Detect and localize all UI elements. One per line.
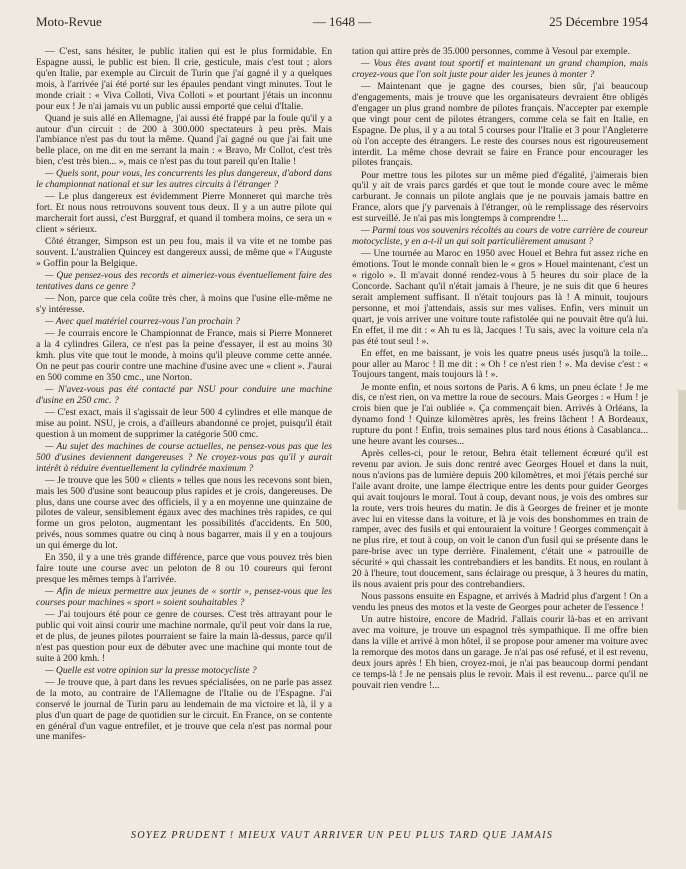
paragraph: Un autre histoire, encore de Madrid. J'allais courir là-bas et en arrivant avec ma voiture, je trouve un espagnol très sympathique. Il me offre bien dans la ville et arrivé à mon hôtel, il se propose pour amener ma voiture avec la remorque des motos dans un garage. Je n'ai pas osé refusé, et il est revenu, deux jours après ! Eh bien, croyez-moi, je n'ai pas beaucoup dormi pendant ce temps-là ! Je ne pensais plus le revoir. Mais il est revenu... parce qu'il ne pouvait rien vendre !... — [352, 614, 648, 691]
interview-question: — Au sujet des machines de course actuelles, ne pensez-vous pas que les 500 d'usines deviennent dangereuses ? Ne croyez-vous pas qu'il y aurait intérêt à réduire éventuellement la cylindrée maximum ? — [36, 440, 332, 474]
paragraph: Après celles-ci, pour le retour, Behra était tellement écœuré qu'il est revenu par avion. Je suis donc rentré avec Georges Houel et dans la nuit, nous n'avions pas de lumière depuis 200 kilomètres, et moi j'étais perché sur l'aile avant droite, une lampe électrique entre les dents pour guider Georges qui avait toujours le moral. Tout à coup, devant nous, je vois des ombres sur la route, vers trois heures du matin. Je dis à Georges de freiner et je monte avec lui en vitesse dans la voiture, et là je vois des bonshommes en train de ramper, avec des fusils et qui entouraient la voiture ! Georges commençait à ne plus rire, et tout à coup, on voit le canon d'un fusil qui se présente dans le pare-brise avec un type derrière. Finalement, c'était une « patrouille de sécurité » qui chassait les contrebandiers et les bandits. Et nous, en roulant à 20 à l'heure, tout doucement, sans éclairage ou presque, à 3 heures du matin, ils nous avaient pris pour des contrebandiers. — [352, 448, 648, 590]
paragraph: — Je trouve que, à part dans les revues spécialisées, on ne parle pas assez de la moto, au contraire de l'Allemagne de l'Italie ou de l'Espagne. J'ai conservé le journal de Turin paru au lendemain de ma victoire et là, il y a plus d'un quart de page de quotidien sur le circuit. En France, on se contente en général d'un vague entrefilet, et je trouve que cela n'est pas normal pour une manifes- — [36, 676, 332, 743]
paragraph: — Je trouve que les 500 « clients » telles que nous les recevons sont bien, mais les 500 d'usine sont beaucoup plus rapides et je crois, dangereuses. De plus, dans une course avec des officiels, il y a en moyenne une quinzaine de pilotes de valeur, sensiblement égaux avec des machines très rapides, ce qui forme un gros peloton, augmentant les possibilités d'accidents. En 500, privés, nous sommes quatre ou cinq à nous bagarrer, mais il y en a toujours un qui émerge du lot. — [36, 474, 332, 552]
page-number: — 1648 — — [312, 14, 372, 29]
interview-question: — Vous êtes avant tout sportif et maintenant un grand champion, mais croyez-vous que l'on soit juste pour aider les jeunes à monter ? — [352, 58, 648, 80]
paragraph: — Une tournée au Maroc en 1950 avec Houel et Behra fut assez riche en émotions. Tout le monde connaît bien le « gros » Houel maintenant, c'est un « rigolo ». Il m'avait donné rendez-vous à 5 heures du soir place de la Concorde. Sachant qu'il n'était jamais à l'heure, je ne suis dit que 6 heures serait amplement suffisant. Il n'était toujours pas là ! A minuit, toujours personne, et moi j'attendais, assis sur mes valises. Enfin, vers minuit un quart, je vois arriver une voiture toute rafistolée qui ne pouvait être qu'à lui. En effet, il me dit : « Ah tu es là, Jacques ! Tu sais, avec la voiture cela n'a pas été tout seul ! ». — [352, 248, 648, 347]
paragraph: Quand je suis allé en Allemagne, j'ai aussi été frappé par la foule qu'il y a autour d'un circuit : de 200 à 300.000 spectateurs à peu près. Mais l'ambiance n'est pas du tout la même. Quand j'ai gagné ou que j'ai fait une belle place, on me dit en me serrant la main : « Bravo, Mr Collot, c'est très bien, c'est très bien... », mais ce n'est pas du tout pareil qu'en Italie ! — [36, 112, 332, 168]
paragraph: En effet, en me baissant, je vois les quatre pneus usés jusqu'à la toile... pour aller au Maroc ! Il me dit : « Oh ! ce n'est rien ! ». Ma devise c'est : « Toujours tangent, mais toujours là ! ». — [352, 347, 648, 381]
footer-slogan: SOYEZ PRUDENT ! MIEUX VAUT ARRIVER UN PEU PLUS TARD QUE JAMAIS — [130, 830, 554, 841]
page-edge-shadow — [678, 390, 686, 510]
magazine-title: Moto-Revue — [36, 14, 102, 29]
interview-question: — Que pensez-vous des records et aimeriez-vous éventuellement faire des tentatives dans ce genre ? — [36, 270, 332, 292]
paragraph: — C'est exact, mais il s'agissait de leur 500 4 cylindres et elle manque de mise au point. NSU, je crois, a d'ailleurs abandonné ce projet, puisqu'il était question à un moment de supprimer la catégorie 500 cmc. — [36, 406, 332, 440]
page-header — [36, 14, 648, 36]
paragraph: En 350, il y a une très grande différence, parce que vous pouvez très bien faire toute une course avec un peloton de 8 ou 10 coureurs qui feront presque les mêmes temps à l'arrivée. — [36, 552, 332, 586]
left-column — [36, 47, 332, 817]
interview-question: — Quels sont, pour vous, les concurrents les plus dangereux, d'abord dans le championnat national et sur les autres circuits à l'étranger ? — [36, 168, 332, 191]
paragraph: — Maintenant que je gagne des courses, bien sûr, j'ai beaucoup d'engagements, mais je trouve que les organisateurs devraient être obligés d'engager un plus grand nombre de pilotes français. N'accepter par exemple que vingt pour cent de pilotes étrangers, comme cela se fait en Italie, en Espagne. De plus, il y a au total 5 courses pour l'Italie et 3 pour l'Angleterre où l'on accepte des étrangers. Le reste des courses nous est rigoureusement interdit. La même chose devrait se faire en France pour encourager les pilotes français. — [352, 81, 648, 169]
paragraph: Nous passons ensuite en Espagne, et arrivés à Madrid plus d'argent ! On a vendu les pneus des motos et la veste de Georges pour acheter de l'essence ! — [352, 591, 648, 613]
right-column — [352, 47, 648, 817]
interview-question: — Afin de mieux permettre aux jeunes de « sortir », pensez-vous que les courses pour machines « sport » soient souhaitables ? — [36, 586, 332, 609]
paragraph: — Non, parce que cela coûte très cher, à moins que l'usine elle-même ne s'y intéresse. — [36, 293, 332, 315]
paragraph: Je monte enfin, et nous sortons de Paris. A 6 kms, un pneu éclate ! Je me dis, ce n'est rien, on va mettre la roue de secours. Mais Georges : « Hum ! je crois bien que je l'ai oubliée ». Ça commençait bien. Arrivés à Orléans, la dynamo fond ! Quinze kilomètres après, les freins lâchent ! A Bordeaux, rupture du pont ! Enfin, trois semaines plus tard nous étions à Casablanca... une heure avant les courses... — [352, 381, 648, 448]
paragraph: Pour mettre tous les pilotes sur un même pied d'égalité, j'aimerais bien qu'il y ait de vrais parcs gardés et que tout le monde coure avec le même carburant. Je connais un pilote anglais que je ne pouvais jamais battre en France, alors que j'y parvenais à l'étranger, où le remplissage des réservoirs est surveillé. Je n'ai pas mis longtemps à comprendre !... — [352, 169, 648, 225]
paragraph: — J'ai toujours été pour ce genre de courses. C'est très attrayant pour le public qui voit ainsi courir une machine normale, qu'il peut voir dans la rue, et de plus, de jeunes pilotes pourraient se faire la main là-dessus, parce qu'il n'est pas question pour eux de débuter avec une machine qui monte tout de suite à 200 kmh. ! — [36, 609, 332, 664]
article-body — [36, 47, 648, 817]
paragraph: — Le plus dangereux est évidemment Pierre Monneret qui marche très fort. Et nous nous retrouvons souvent tous deux. Il y a un autre pilote qui marcherait fort aussi, c'est Burggraf, et quand il tombera moins, ce sera un « client » sérieux. — [36, 191, 332, 236]
paragraph: tation qui attire près de 35.000 personnes, comme à Vesoul par exemple. — [352, 47, 630, 57]
paragraph: — Je courrais encore le Championnat de France, mais si Pierre Monneret a la 4 cylindres Gilera, ce n'est pas la peine d'essayer, il est au moins 30 kmh. plus vite que tout le monde, à moins qu'il pleuve comme cette année. On ne peut pas courir contre une machine d'usine avec une « client ». J'aurai en 500 comme en 350 cmc., une Norton. — [36, 328, 332, 383]
interview-question: — Avec quel matériel courrez-vous l'an prochain ? — [45, 316, 240, 328]
paragraph: — C'est, sans hésiter, le public italien qui est le plus formidable. En Espagne aussi, le public est bien. Il crie, gesticule, mais c'est tout ; alors qu'en Italie, par exemple au Circuit de Turin que j'ai gagné il y a quelques mois, à l'arrivée j'ai été porté sur les épaules pendant vingt minutes. Tout le monde criait : « Viva Colloti, Viva Colloti » et pourtant j'étais un inconnu pour eux ! Je n'ai jamais vu un public aussi emporté que celui d'Italie. — [36, 47, 332, 112]
paragraph: Côté étranger, Simpson est un peu fou, mais il va vite et ne tombe pas souvent. L'australien Quincey est dangereux aussi, de même que « l'Auguste » Goffin pour la Belgique. — [36, 236, 332, 269]
interview-question: — Quelle est votre opinion sur la presse motocycliste ? — [45, 664, 257, 676]
issue-date: 25 Décembre 1954 — [549, 14, 648, 29]
interview-question: — Parmi tous vos souvenirs récoltés au cours de votre carrière de coureur motocycliste, y en a-t-il un qui soit particulièrement amusant ? — [352, 225, 648, 248]
interview-question: — N'avez-vous pas été contacté par NSU pour conduire une machine d'usine en 250 cmc. ? — [36, 383, 332, 406]
